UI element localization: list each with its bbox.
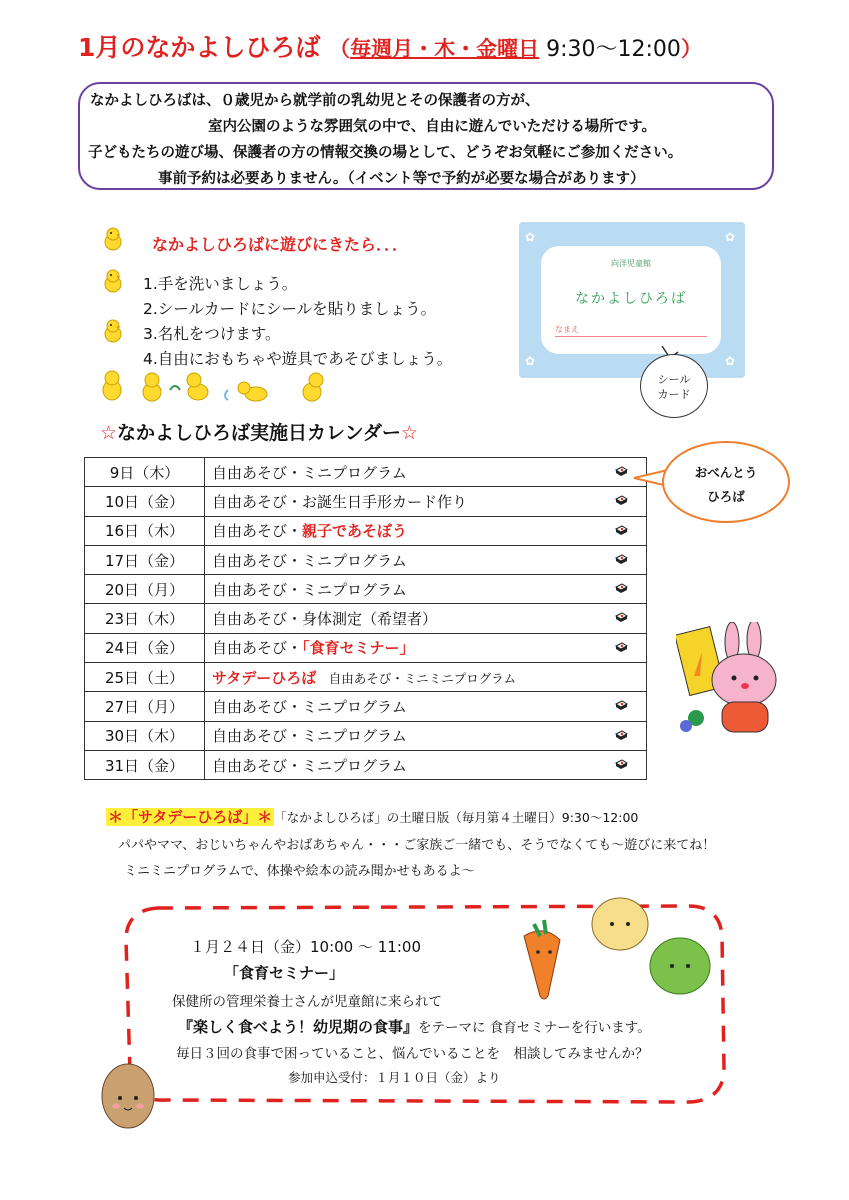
card-name: なかよしひろば xyxy=(575,291,687,307)
chick-icon xyxy=(100,318,126,344)
calendar-date: 31日（金） xyxy=(85,750,205,779)
calendar-program xyxy=(205,545,647,574)
seminar-theme: 『楽しく食べよう！幼児期の食事』 xyxy=(178,1018,419,1036)
calendar-program xyxy=(205,633,647,662)
calendar-row xyxy=(85,545,647,574)
calendar-program xyxy=(205,663,647,692)
steps-heading: なかよしひろばに遊びにきたら．．． xyxy=(152,235,409,254)
program-prefix: 自由あそび・ xyxy=(212,522,303,541)
seminar-line: 保健所の管理栄養士さんが児童館に来られて xyxy=(172,994,442,1010)
step-item: 2.シールカードにシールを貼りましょう。 xyxy=(143,300,437,318)
program-prefix: 自由あそび・お誕生日手形カード作り xyxy=(212,492,468,511)
intro-line: 室内公園のような雰囲気の中で、自由に遊んでいただける場所です。 xyxy=(208,119,657,135)
title-close-paren: ） xyxy=(680,37,702,61)
program-prefix: 自由あそび・ミニプログラム xyxy=(212,463,407,482)
page-title xyxy=(78,28,702,64)
program-prefix: 自由あそび・ミニプログラム xyxy=(212,551,407,570)
card-org: 向洋児童館 xyxy=(611,259,651,268)
step-item: 1.手を洗いましょう。 xyxy=(143,275,298,293)
calendar-program xyxy=(205,516,647,545)
program-prefix: 自由あそび・ xyxy=(212,639,303,658)
program-prefix: 自由あそび・ミニプログラム xyxy=(212,580,407,599)
bento-icon xyxy=(615,642,628,653)
saturday-line: ミニミニプログラムで、体操や絵本の読み聞かせもあるよ〜 xyxy=(124,864,475,879)
calendar-program xyxy=(205,604,647,633)
chick-icon xyxy=(100,268,126,294)
seminar-registration: 参加申込受付：１月１０日（金）より xyxy=(288,1070,501,1085)
calendar-table xyxy=(84,457,647,780)
bento-bubble-line: ひろば xyxy=(707,489,745,504)
program-prefix: 自由あそび・ミニプログラム xyxy=(212,727,407,746)
bento-icon xyxy=(615,525,628,536)
card-inner xyxy=(541,246,721,354)
bento-icon xyxy=(615,730,628,741)
bento-icon xyxy=(615,466,628,477)
seal-bubble-line: シール xyxy=(657,373,691,386)
calendar-date: 10日（金） xyxy=(85,487,205,516)
program-prefix: 自由あそび・ミニプログラム xyxy=(212,698,407,717)
bento-icon xyxy=(615,554,628,565)
calendar-program xyxy=(205,750,647,779)
program-prefix: 自由あそび・ミニプログラム xyxy=(212,756,407,775)
calendar-row xyxy=(85,692,647,721)
seal-bubble-line: カード xyxy=(657,388,691,401)
calendar-date: 27日（月） xyxy=(85,692,205,721)
card-decoration: ✿ xyxy=(725,354,736,368)
card-name-line xyxy=(555,336,707,337)
program-highlight: サタデーひろば xyxy=(212,668,317,687)
calendar-date: 16日（木） xyxy=(85,516,205,545)
step-item: 4.自由におもちゃや遊具であそびましょう。 xyxy=(143,350,453,368)
calendar-row xyxy=(85,487,647,516)
calendar-program xyxy=(205,692,647,721)
calendar-heading xyxy=(100,418,418,445)
saturday-info xyxy=(106,806,638,827)
calendar-row xyxy=(85,663,647,692)
card-decoration: ✿ xyxy=(525,354,536,368)
bento-icon xyxy=(615,700,628,711)
star-icon: ☆ xyxy=(400,422,418,444)
calendar-program xyxy=(205,458,647,487)
seminar-theme-line xyxy=(178,1016,651,1037)
calendar-program xyxy=(205,575,647,604)
bento-icon xyxy=(615,612,628,623)
calendar-heading-text: なかよしひろば実施日カレンダー xyxy=(117,422,401,444)
bento-icon xyxy=(615,495,628,506)
bento-bubble-line: おべんとう xyxy=(694,465,758,480)
potato-illustration xyxy=(96,1058,166,1134)
program-suffix: 自由あそび・ミニミニプログラム xyxy=(316,670,517,686)
calendar-date: 9日（木） xyxy=(85,458,205,487)
saturday-line: パパやママ、おじいちゃんやおばあちゃん・・・ご家族ご一緒でも、そうでなくても〜遊びに来てね！ xyxy=(118,838,716,853)
program-prefix: 自由あそび・身体測定（希望者） xyxy=(212,610,438,629)
seminar-line: 毎日３回の食事で困っていること、悩んでいることを 相談してみませんか？ xyxy=(176,1046,649,1062)
title-days: 毎週月・木・金曜日 xyxy=(350,37,540,61)
intro-line: 事前予約は必要ありません。（イベント等で予約が必要な場合があります） xyxy=(158,171,645,187)
title-main: 1月のなかよしひろば xyxy=(78,33,321,62)
program-highlight: 「食育セミナー」 xyxy=(302,639,415,658)
bento-bubble xyxy=(662,441,790,523)
program-highlight: 親子であそぼう xyxy=(302,522,408,541)
title-time: 9:30〜12:00 xyxy=(539,37,681,62)
saturday-highlight: ＊「サタデーひろば」＊ xyxy=(108,808,273,826)
rabbit-illustration xyxy=(676,622,796,742)
intro-line: なかよしひろばは、０歳児から就学前の乳幼児とその保護者の方が、 xyxy=(90,93,540,109)
seminar-date: １月２４日（金）10:00 〜 11:00 xyxy=(190,938,421,956)
chick-icon xyxy=(100,226,126,252)
calendar-row xyxy=(85,604,647,633)
calendar-row xyxy=(85,516,647,545)
intro-line: 子どもたちの遊び場、保護者の方の情報交換の場として、どうぞお気軽にご参加ください。 xyxy=(88,145,683,161)
calendar-date: 25日（土） xyxy=(85,663,205,692)
intro-box xyxy=(78,82,774,190)
star-icon: ☆ xyxy=(100,422,118,444)
calendar-program xyxy=(205,721,647,750)
seal-card-bubble xyxy=(640,354,708,418)
bento-icon xyxy=(615,759,628,770)
vegetables-illustration xyxy=(514,884,714,1004)
calendar-row xyxy=(85,721,647,750)
step-item: 3.名札をつけます。 xyxy=(143,325,281,343)
card-decoration: ✿ xyxy=(525,230,536,244)
card-decoration: ✿ xyxy=(725,230,736,244)
calendar-date: 17日（金） xyxy=(85,545,205,574)
card-name-label: なまえ xyxy=(555,325,579,334)
title-open-paren: （ xyxy=(329,37,351,61)
calendar-row xyxy=(85,575,647,604)
sticker-card-image xyxy=(519,222,745,378)
calendar-row xyxy=(85,750,647,779)
calendar-program xyxy=(205,487,647,516)
bento-icon xyxy=(615,583,628,594)
seminar-title: 「食育セミナー」 xyxy=(224,964,345,982)
seminar-theme-rest: をテーマに 食育セミナーを行います。 xyxy=(418,1020,651,1036)
calendar-date: 23日（木） xyxy=(85,604,205,633)
calendar-date: 20日（月） xyxy=(85,575,205,604)
calendar-date: 30日（木） xyxy=(85,721,205,750)
calendar-row xyxy=(85,633,647,662)
calendar-date: 24日（金） xyxy=(85,633,205,662)
calendar-row xyxy=(85,458,647,487)
saturday-description: 「なかよしひろば」の土曜日版（毎月第４土曜日）9:30〜12:00 xyxy=(274,810,639,825)
